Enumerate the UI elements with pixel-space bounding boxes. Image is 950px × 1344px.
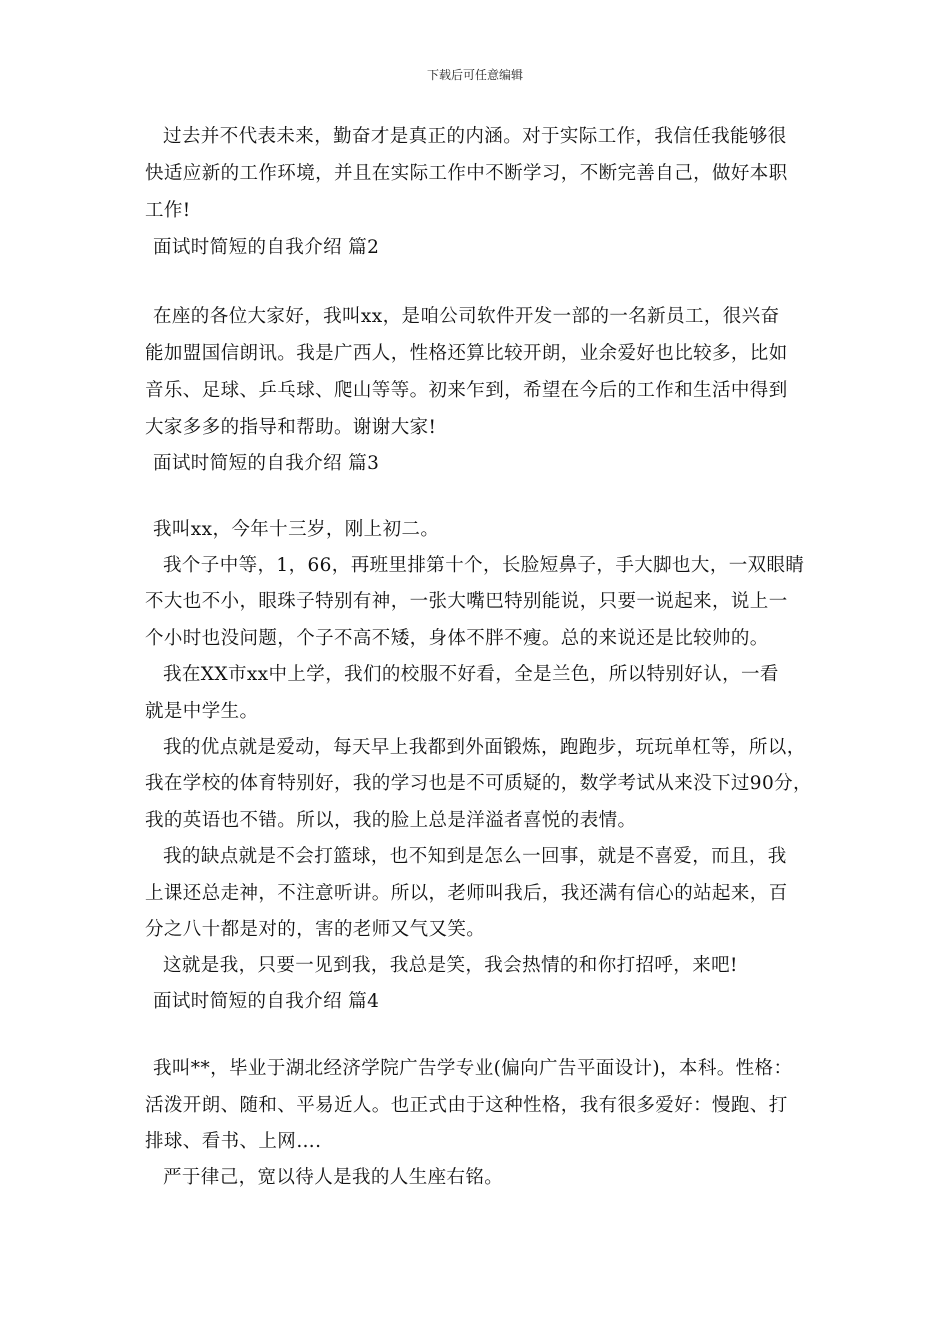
paragraph-line: 就是中学生。 <box>145 701 259 722</box>
section-heading: 面试时简短的自我介绍 篇3 <box>153 453 380 474</box>
paragraph-line: 过去并不代表未来，勤奋才是真正的内涵。对于实际工作，我信任我能够很 <box>163 126 787 147</box>
paragraph-line: 活泼开朗、随和、平易近人。也正式由于这种性格，我有很多爱好：慢跑、打 <box>145 1095 788 1116</box>
paragraph-line: 个小时也没问题，个子不高不矮，身体不胖不瘦。总的来说还是比较帅的。 <box>145 628 769 649</box>
paragraph-line: 音乐、足球、乒乓球、爬山等等。初来乍到，希望在今后的工作和生活中得到 <box>145 380 788 401</box>
paragraph-line: 快适应新的工作环境，并且在实际工作中不断学习，不断完善自己，做好本职 <box>145 163 788 184</box>
paragraph-line: 严于律己，宽以待人是我的人生座右铭。 <box>163 1167 504 1188</box>
paragraph-line: 在座的各位大家好，我叫xx，是咱公司软件开发一部的一名新员工，很兴奋 <box>153 306 780 327</box>
page-header: 下载后可任意编辑 <box>426 68 523 82</box>
paragraph-line: 我在学校的体育特别好，我的学习也是不可质疑的，数学考试从来没下过90分， <box>145 773 812 794</box>
paragraph-line: 我的英语也不错。所以，我的脸上总是洋溢者喜悦的表情。 <box>145 810 637 831</box>
paragraph-line: 上课还总走神，不注意听讲。所以，老师叫我后，我还满有信心的站起来，百 <box>145 883 788 904</box>
paragraph-line: 工作! <box>145 200 191 221</box>
section-heading: 面试时简短的自我介绍 篇2 <box>153 237 380 258</box>
paragraph-line: 不大也不小，眼珠子特别有神，一张大嘴巴特别能说，只要一说起来，说上一 <box>145 591 788 612</box>
paragraph-line: 我叫xx，今年十三岁，刚上初二。 <box>153 519 440 540</box>
paragraph-line: 大家多多的指导和帮助。谢谢大家! <box>145 417 437 438</box>
paragraph-line: 分之八十都是对的，害的老师又气又笑。 <box>145 919 486 940</box>
paragraph-line: 排球、看书、上网…. <box>145 1131 322 1152</box>
paragraph-line: 我在XX市xx中上学，我们的校服不好看，全是兰色，所以特别好认，一看 <box>163 664 779 685</box>
section-heading: 面试时简短的自我介绍 篇4 <box>153 991 380 1012</box>
paragraph-line: 我的优点就是爱动，每天早上我都到外面锻炼，跑跑步，玩玩单杠等，所以， <box>163 737 806 758</box>
paragraph-line: 能加盟国信朗讯。我是广西人，性格还算比较开朗，业余爱好也比较多，比如 <box>145 343 788 364</box>
paragraph-line: 这就是我，只要一见到我，我总是笑，我会热情的和你打招呼，来吧! <box>163 955 738 976</box>
paragraph-line: 我叫**，毕业于湖北经济学院广告学专业(偏向广告平面设计)，本科。性格： <box>153 1058 793 1079</box>
paragraph-line: 我个子中等，1，66，再班里排第十个，长脸短鼻子，手大脚也大，一双眼睛 <box>163 555 805 576</box>
paragraph-line: 我的缺点就是不会打篮球，也不知到是怎么一回事，就是不喜爱，而且，我 <box>163 846 787 867</box>
